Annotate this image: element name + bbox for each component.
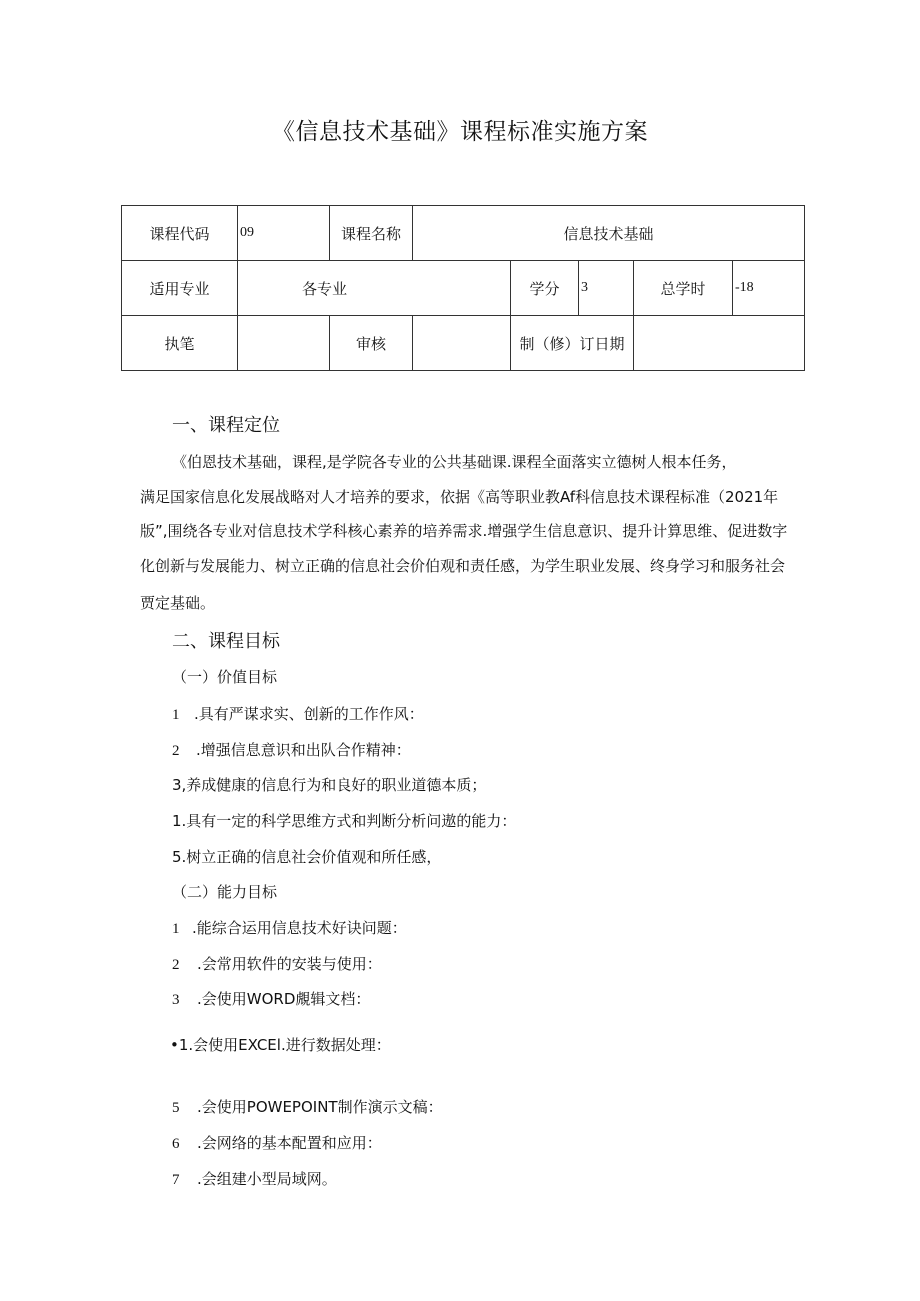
value-goals-subheading: （一）价值目标 (172, 668, 278, 686)
table-row (122, 261, 805, 316)
date-value (634, 316, 805, 371)
list-item-number: 5 (172, 1100, 180, 1116)
hours-label: 总学时 (634, 261, 733, 316)
section1-line: 满足国家信息化发展战略对人才培养的要求，依据《高等职业教Af科信息技术课程标准（2021年 (140, 488, 779, 506)
section1-line: 版”,围绕各专业对信息技术学科核心素养的培养需求.增强学生信息意识、提升计算思维、促进数字 (140, 522, 788, 540)
document-title: 《信息技术基础》课程标准实施方案 (272, 119, 648, 145)
list-item (172, 846, 441, 867)
list-item (172, 810, 516, 831)
list-item (172, 1168, 337, 1189)
review-label: 审核 (330, 316, 413, 371)
hours-value: -18 (733, 261, 805, 316)
section1-line: 化创新与发展能力、树立正确的信息社会价伯观和责任感，为学生职业发展、终身学习和服务社会 (140, 557, 786, 575)
list-item-text: .会常用软件的安装与使用： (197, 955, 382, 973)
list-item-text: .增强信息意识和出队合作精神： (196, 741, 411, 759)
major-value: 各专业 (238, 261, 511, 316)
review-value (413, 316, 511, 371)
list-item-text: 5.树立正确的信息社会价值观和所任感， (172, 848, 442, 866)
list-item-text: .会网络的基本配置和应用： (197, 1134, 382, 1152)
list-item-text: 1.具有一定的科学思维方式和判断分析问遨的能力： (172, 812, 517, 830)
list-item-text: 3,养成健康的信息行为和良好的职业道德本质； (172, 776, 487, 794)
list-item-text: .具有严谋求实、创新的工作作风： (194, 705, 424, 723)
list-item-text: .能综合运用信息技术好诀问题： (192, 919, 407, 937)
list-item-number: 2 (172, 743, 180, 759)
course-code-label: 课程代码 (122, 206, 238, 261)
credit-label: 学分 (511, 261, 579, 316)
section2-heading: 二、课程目标 (172, 631, 280, 652)
list-item (172, 917, 407, 938)
list-item (172, 703, 424, 724)
course-name-value: 信息技术基础 (413, 206, 805, 261)
list-item-number: 1 (172, 921, 180, 937)
course-name-label: 课程名称 (330, 206, 413, 261)
list-item (172, 774, 486, 795)
section1-heading: 一、课程定位 (172, 415, 280, 436)
table-row (122, 206, 805, 261)
list-item (172, 953, 382, 974)
course-info-table (121, 205, 805, 371)
section1-line: 《伯恩技术基础，课程,是学院各专业的公共基础课.课程全面落实立德树人根本任务， (172, 453, 737, 471)
section1-line: 贾定基础。 (140, 594, 216, 612)
list-item-number: 6 (172, 1136, 180, 1152)
list-item-number: 3 (172, 992, 180, 1008)
table-row (122, 316, 805, 371)
date-label: 制（修）订日期 (511, 316, 634, 371)
list-item-text: .会使用POWEPOINT制作演示文稿： (197, 1098, 443, 1116)
list-item (172, 988, 370, 1009)
list-item-number: 7 (172, 1172, 180, 1188)
list-item-text: .会使用WORD覤辑文档： (197, 990, 371, 1008)
list-item-text: .会组建小型局域网。 (197, 1170, 337, 1188)
list-item-number: 2 (172, 957, 180, 973)
list-item (170, 1034, 391, 1055)
ability-goals-subheading: （二）能力目标 (172, 883, 278, 901)
author-label: 执笔 (122, 316, 238, 371)
list-item (172, 1096, 443, 1117)
course-code-value: 09 (238, 206, 330, 261)
author-value (238, 316, 330, 371)
list-item-text: •1.会使用EXCEl.进行数据处理： (170, 1036, 391, 1054)
major-label: 适用专业 (122, 261, 238, 316)
list-item (172, 1132, 382, 1153)
list-item-number: 1 (172, 707, 180, 723)
credit-value: 3 (579, 261, 634, 316)
list-item (172, 739, 411, 760)
